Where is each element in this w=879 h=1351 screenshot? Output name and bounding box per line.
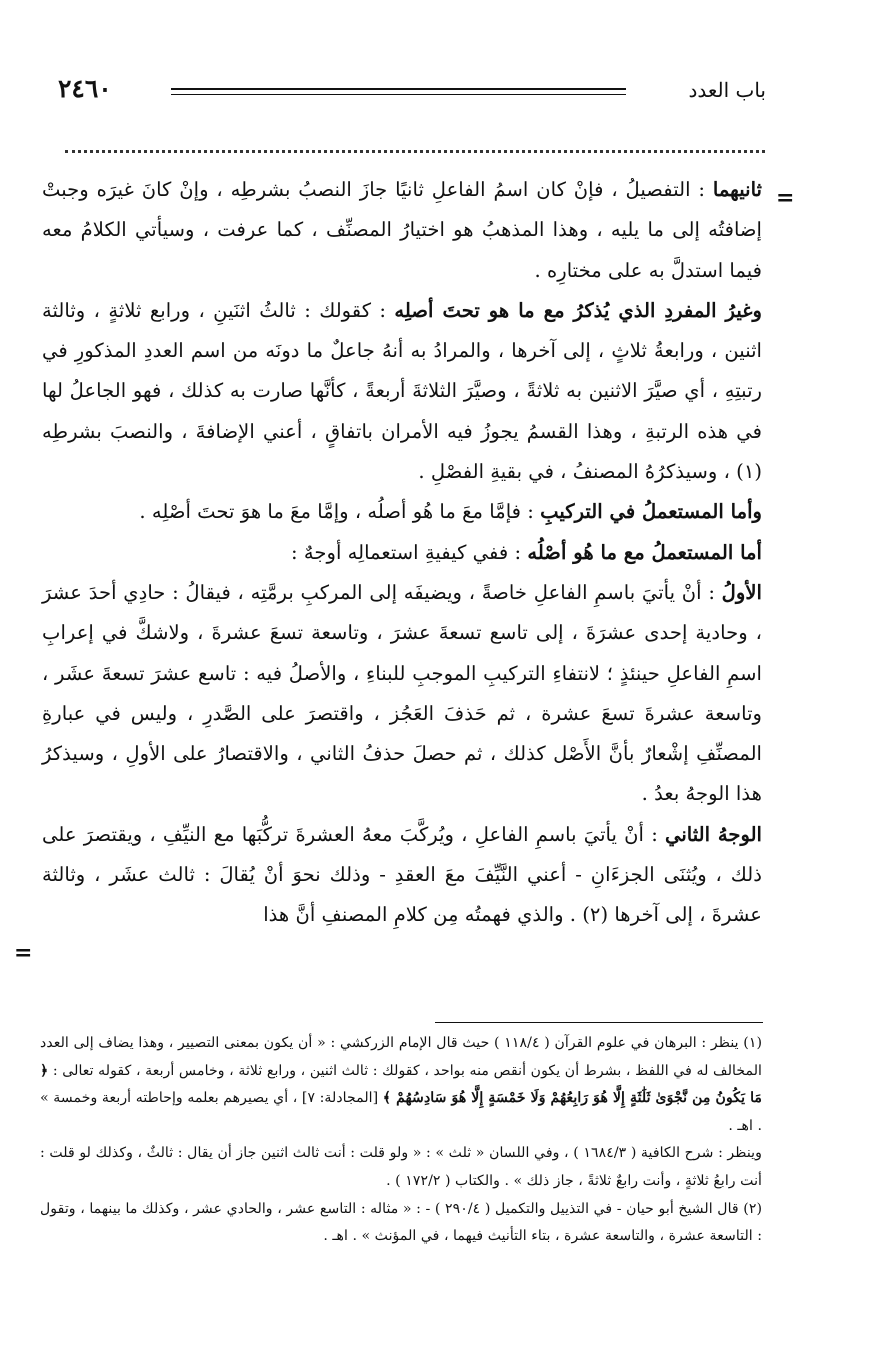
paragraph-lead: وغيرُ المفردِ الذي يُذكرُ مع ما هو تحتَ أصلِه — [394, 298, 762, 322]
dotted-separator — [65, 150, 765, 153]
paragraph-3 — [42, 492, 762, 532]
chapter-title: باب العدد — [688, 78, 766, 102]
footnote-2: (٢) قال الشيخ أبو حيان - في التذييل والتكميل ( ٢٩٠/٤ ) - : « مثاله : التاسع عشر ، والحادي عشر ، وكذلك ما بينهما ، وتقول : التاسعة عشرة ، والتاسعة عشرة ، بتاء التأنيث فيهما ، في المؤنث » . اهـ . — [40, 1200, 762, 1245]
paragraph-6 — [42, 815, 762, 936]
paragraph-lead: أما المستعملُ مع ما هُو أصْلُه — [527, 540, 762, 564]
main-text — [42, 170, 762, 936]
paragraph-text: : ففي كيفيةِ استعمالِه أوجهٌ : — [291, 540, 528, 564]
footnote-1 — [40, 1030, 762, 1140]
paragraph-text: : أنْ يأتيَ باسمِ الفاعلِ خاصةً ، ويضيفَه إلى المركبِ برمَّتِه ، فيقالُ : حادِي أحدَ عشرَ ، وحادية إحدى عشرَةَ ، إلى تاسع تسعةَ عشرَ ، وتاسعة تسعَ عشرةَ ، ولاشكَّ في إعرابِ اسمِ الفاعلِ حينئذٍ ؛ لانتفاءِ التركيبِ الموجبِ للبناءِ ، والأصلُ فيه : تاسع عشرَ تسعةَ عشَر ، وتاسعة عشرةَ تسعَ عشرة ، ثم حَذفَ العَجُز ، واقتصرَ على الصَّدرِ ، وليس في عبارةِ المصنِّفِ إشْعارٌ بأنَّ الأَصْل كذلك ، ثم حصلَ حذفُ الثاني ، والاقتصارُ على الأولِ ، وسيذكرُ هذا الوجهُ بعدُ . — [42, 580, 762, 806]
paragraph-text: : فإمَّا معَ ما هُو أصلُه ، وإمَّا معَ ما هوَ تحتَ أصْلِه . — [139, 500, 541, 524]
paragraph-1 — [42, 170, 762, 291]
paragraph-4 — [42, 533, 762, 573]
page-number: ٢٤٦٠ — [58, 74, 112, 103]
continuation-mark-top: = — [776, 185, 795, 211]
page-header — [28, 74, 766, 104]
footnotes — [40, 1030, 762, 1251]
paragraph-lead: الأولُ — [721, 580, 762, 604]
paragraph-2 — [42, 291, 762, 492]
paragraph-text: : التفصيلُ ، فإنْ كان اسمُ الفاعلِ ثانيًا جازَ النصبُ بشرطِه ، وإنْ كانَ غيرَه وجبتْ إضافتُه إلى ما يليه ، وهذا المذهبُ هو اختيارُ المصنِّف ، كما عرفت ، وسيأتي الكلامُ معه فيما استدلَّ به على مختارِه . — [42, 178, 762, 282]
footnote-1-continued: وينظر : شرح الكافية ( ١٦٨٤/٣ ) ، وفي اللسان « ثلث » : « ولو قلت : أنت ثالث اثنين جاز أن يقال : ثالثٌ ، وكذلك لو قلت : أنت رابعُ ثلاثةٍ ، وأنت رابعٌ ثلاثةً ، جاز ذلك » . والكتاب ( ١٧٢/٢ ) . — [40, 1145, 762, 1189]
paragraph-lead: ثانيهما — [712, 178, 762, 201]
paragraph-lead: الوجهُ الثاني — [664, 822, 762, 846]
footnote-text: [المجادلة: ٧] ، أي يصيرهم بعلمه وإحاطته أربعة وخمسة » . اهـ . — [40, 1090, 762, 1134]
paragraph-text: : أنْ يأتيَ باسمِ الفاعلِ ، ويُركَّبَ معهُ العشرةَ تركُّبَها مع النيِّفِ ، ويقتصرَ على ذلك ، ويُثنَى الجزءَانِ - أعني النَّيِّفَ معَ العقدِ - وذلك نحوَ أنْ يُقالَ : ثالث عشَر ، وثالثة عشرةَ ، إلى آخرها (٢) . والذي فهمتُه مِن كلامِ المصنفِ أنَّ هذا — [42, 822, 762, 927]
paragraph-lead: وأما المستعملُ في التركيبِ — [540, 500, 762, 524]
footnote-text: (١) ينظر : البرهان في علوم القرآن ( ١١٨/٤ ) حيث قال الإمام الزركشي : « أن يكون بمعنى التصيير ، وهذا يضاف إلى العدد المخالف له في اللفظ ، بشرط أن يكون أنقص منه بواحد ، كقولك : ثالث اثنين ، ورابع ثلاثة ، وخامس أربعة ، كقوله تعالى : — [40, 1035, 762, 1079]
footnote-rule — [435, 1022, 763, 1023]
continuation-mark-bottom: = — [14, 940, 33, 966]
paragraph-5 — [42, 573, 762, 815]
paragraph-text: : كقولك : ثالثُ اثنَينِ ، ورابع ثلاثةٍ ، وثالثة اثنين ، ورابعةُ ثلاثٍ ، إلى آخرها ، والمرادُ به أنهُ جاعلٌ ما دونَه من اسم العددِ المذكورِ في رتبتِهِ ، أي صيَّرَ الاثنين به ثلاثةً ، وصيَّرَ الثلاثةَ أربعةً ، كأنَّها صارت به كذلك ، فهو الجاعلُ لها في هذه الرتبةِ ، وهذا القسمُ يجوزُ فيه الأمران باتفاقٍ ، أعني الإضافةَ ، والنصبَ بشرطِه (١) ، وسيذكرُهُ المصنفُ ، في بقيةِ الفصْلِ . — [42, 298, 762, 484]
header-rule — [171, 88, 626, 95]
quran-verse: ﴿ مَا يَكُونُ مِن نَّجْوَىٰ ثَلَٰثَةٍ إِلَّا هُوَ رَابِعُهُمْ وَلَا خَمْسَةٍ إِلَّا هُوَ سَادِسُهُمْ ﴾ — [40, 1062, 762, 1107]
